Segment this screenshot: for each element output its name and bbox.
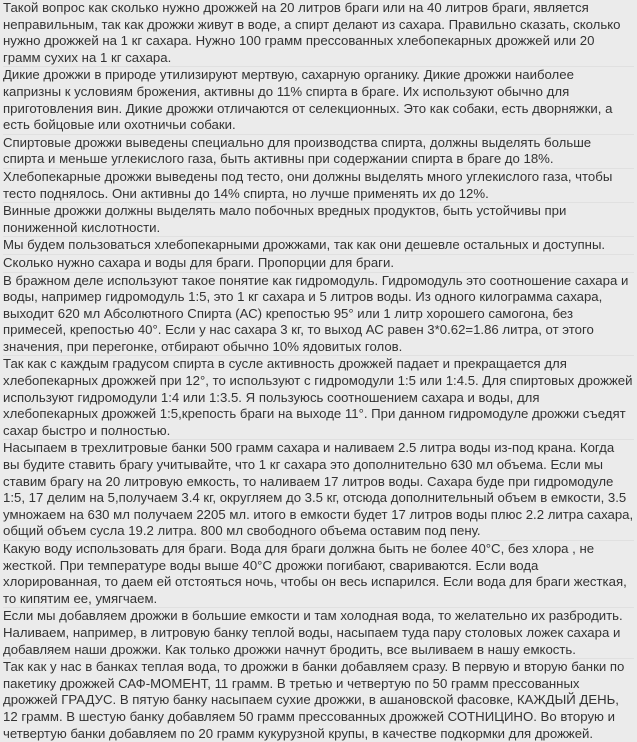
paragraph-proportions-heading: Сколько нужно сахара и воды для браги. Пропорции для браги. (3, 254, 634, 272)
paragraph-spirit-yeast: Спиртовые дрожжи выведены специально для производства спирта, должны выделять больше спирта и меньше углекислого газа, быть активны при содержании спирта в браге до 18%. (3, 134, 634, 168)
paragraph-starter: Если мы добавляем дрожжи в большие емкости и там холодная вода, то желательно их разбродить. Наливаем, например, в литровую банку теплой воды, насыпаем туда пару столовых ложек сахара и добавляем наши дрожжи. Как только дрожжи начнут бродить, все выливаем в нашу емкость. (3, 607, 634, 658)
paragraph-jars: Так как у нас в банках теплая вода, то дрожжи в банки добавляем сразу. В первую и вторую банки по пакетику дрожжей САФ-МОМЕНТ, 11 грамм. В третью и четвертую по 50 грамм прессованных дрожжей ГРАДУС. В пятую банку насыпаем сухие дрожжи, в ашановской фасовке, КАЖДЫЙ ДЕНЬ, 12 грамм. В шестую банку добавляем 50 грамм прессованных дрожжей СОТНИЦИНО. Во вторую и четвертую банки добавляем по 20 грамм кукурузной крупы, в качестве подкормки для дрожжей. (3, 658, 634, 742)
paragraph-water: Какую воду использовать для браги. Вода для браги должна быть не более 40°С, без хлора , не жесткой. При температуре воды выше 40°С дрожжи погибают, свариваются. Если вода хлорированная, то даем ей отстояться ночь, чтобы он весь испарился. Если вода для браги жесткая, то кипятим ее, умягчаем. (3, 540, 634, 607)
paragraph-choice: Мы будем пользоваться хлебопекарными дрожжами, так как они дешевле остальных и доступны. (3, 236, 634, 254)
paragraph-hydromodule-usage: Так как с каждым градусом спирта в сусле активность дрожжей падает и прекращается для хлебопекарных дрожжей при 12°, то используют с гидромодули 1:5 или 1:4.5. Для спиртовых дрожжей используют гидромодули 1:4 или 1:3.5. Я пользуюсь соотношением сахара и воды, для хлебопекарных дрожжей 1:5,крепость браги на выходе 11°. При данном гидромодуле дрожжи съедят сахар быстро и полностью. (3, 356, 633, 438)
paragraph-baker-yeast: Хлебопекарные дрожжи выведены под тесто, они должны выделять много углекислого газа, чтобы тесто поднялось. Они активны до 14% спирта, но лучше применять их до 12%. (3, 168, 634, 202)
paragraph-wine-yeast: Винные дрожжи должны выделять мало побочных вредных продуктов, быть устойчивы при пониженной кислотности. (3, 202, 634, 236)
paragraph-yeast-amount: Такой вопрос как сколько нужно дрожжей на 20 литров браги или на 40 литров браги, является неправильным, так как дрожжи живут в воде, а спирт делают из сахара. Правильно сказать, сколько нужно дрожжей на 1 кг сахара. Нужно 100 грамм прессованных хлебопекарных дрожжей или 20 грамм сухих на 1 кг сахара. (3, 0, 621, 65)
paragraph-hydromodule: В бражном деле используют такое понятие как гидромодуль. Гидромодуль это соотношение сахара и воды, например гидромодуль 1:5, это 1 кг сахара и 5 литров воды. Из одного килограмма сахара, выходит 620 мл Абсолютного Спирта (АС) крепостью 95° или 1 литр хорошего самогона, без примесей, крепостью 40°. Если у нас сахара 3 кг, то выход АС равен 3*0.62=1.86 литра, от этого значения, при перегонке, отбирают обычно 10% ядовитых голов. (3, 272, 634, 356)
paragraph-volume-calculation: Насыпаем в трехлитровые банки 500 грамм сахара и наливаем 2.5 литра воды из-под крана. Когда вы будите ставить брагу учитывайте, что 1 кг сахара это дополнительно 630 мл объема. Если мы ставим брагу на 20 литровую емкость, то наливаем 17 литров воды. Сахара буде при гидромодуле 1:5, 17 делим на 5,получаем 3.4 кг, округляем до 3.5 кг, отсюда дополнительный объем в емкости, 3.5 умножаем на 630 мл получаем 2205 мл. итого в емкости будет 17 литров воды плюс 2.2 литра сахара, общий объем сусла 19.2 литра. 800 мл свободного объема оставим под пену. (3, 440, 634, 539)
paragraph-wild-yeast: Дикие дрожжи в природе утилизируют мертвую, сахарную органику. Дикие дрожжи наиболее капризны к условиям брожения, активны до 11% спирта в браге. Их используют обычно для приготовления вин. Дикие дрожжи отличаются от селекционных. Это как собаки, есть дворняжки, а есть бойцовые или охотничьи собаки. (3, 66, 634, 133)
